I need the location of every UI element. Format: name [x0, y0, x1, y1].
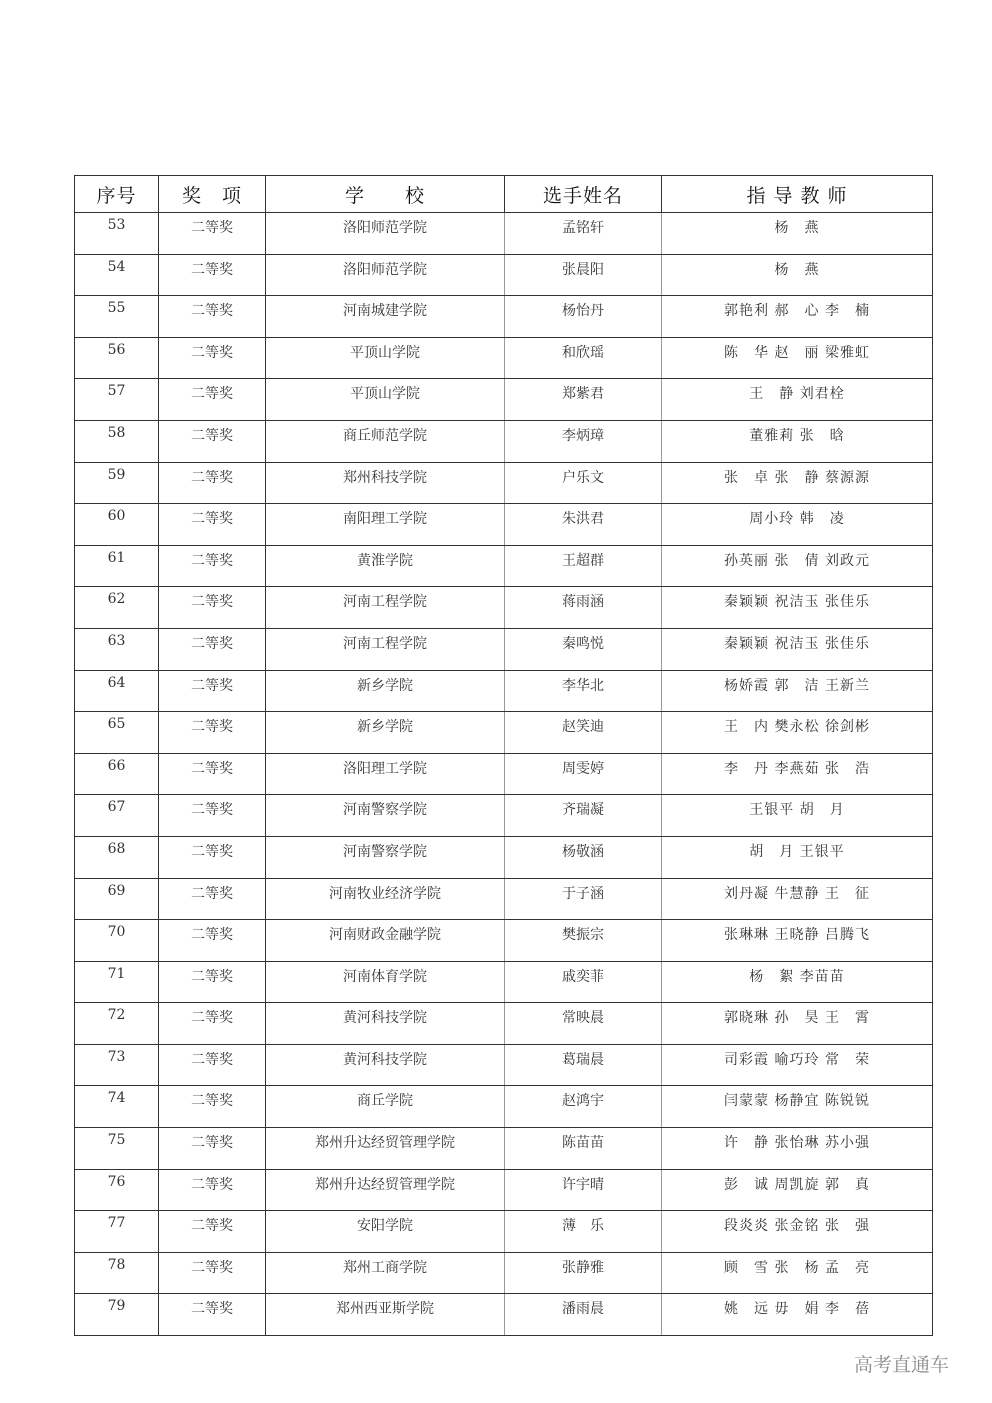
- cell-award: 二等奖: [159, 504, 266, 546]
- cell-school: 洛阳理工学院: [266, 753, 505, 795]
- cell-serial-number: 67: [75, 795, 159, 837]
- cell-award: 二等奖: [159, 961, 266, 1003]
- cell-school: 河南警察学院: [266, 836, 505, 878]
- table-header-row: [75, 176, 933, 213]
- cell-instructors: 陈 华 赵 丽 梁雅虹: [662, 337, 933, 379]
- cell-serial-number: 59: [75, 462, 159, 504]
- cell-award: 二等奖: [159, 1003, 266, 1045]
- cell-player-name: 孟铭轩: [505, 213, 662, 255]
- cell-instructors: 闫蒙蒙 杨静宜 陈锐锐: [662, 1086, 933, 1128]
- cell-player-name: 葛瑞晨: [505, 1044, 662, 1086]
- table-row: [75, 1211, 933, 1253]
- cell-award: 二等奖: [159, 296, 266, 338]
- table-row: [75, 587, 933, 629]
- cell-player-name: 于子涵: [505, 878, 662, 920]
- cell-school: 平顶山学院: [266, 379, 505, 421]
- cell-serial-number: 56: [75, 337, 159, 379]
- table-row: [75, 504, 933, 546]
- cell-award: 二等奖: [159, 545, 266, 587]
- table-row: [75, 670, 933, 712]
- cell-serial-number: 72: [75, 1003, 159, 1045]
- header-award: 奖 项: [159, 176, 266, 213]
- cell-instructors: 董雅莉 张 晗: [662, 420, 933, 462]
- cell-school: 河南牧业经济学院: [266, 878, 505, 920]
- cell-serial-number: 65: [75, 712, 159, 754]
- cell-school: 河南工程学院: [266, 628, 505, 670]
- cell-instructors: 杨娇霞 郭 洁 王新兰: [662, 670, 933, 712]
- cell-serial-number: 53: [75, 213, 159, 255]
- watermark-text: 高考直通车: [854, 1354, 950, 1376]
- cell-serial-number: 60: [75, 504, 159, 546]
- cell-award: 二等奖: [159, 1128, 266, 1170]
- cell-instructors: 姚 远 毋 娟 李 蓓: [662, 1294, 933, 1336]
- cell-school: 郑州升达经贸管理学院: [266, 1169, 505, 1211]
- cell-award: 二等奖: [159, 213, 266, 255]
- cell-serial-number: 79: [75, 1294, 159, 1336]
- cell-player-name: 樊振宗: [505, 920, 662, 962]
- cell-instructors: 张琳琳 王晓静 吕腾飞: [662, 920, 933, 962]
- cell-player-name: 秦鸣悦: [505, 628, 662, 670]
- cell-instructors: 李 丹 李燕茹 张 浩: [662, 753, 933, 795]
- cell-player-name: 王超群: [505, 545, 662, 587]
- cell-instructors: 杨 燕: [662, 254, 933, 296]
- cell-instructors: 彭 诚 周凯旋 郭 真: [662, 1169, 933, 1211]
- cell-school: 南阳理工学院: [266, 504, 505, 546]
- table-row: [75, 296, 933, 338]
- award-list-table: [74, 175, 933, 1336]
- header-school: 学 校: [266, 176, 505, 213]
- cell-instructors: 刘丹凝 牛慧静 王 征: [662, 878, 933, 920]
- cell-instructors: 胡 月 王银平: [662, 836, 933, 878]
- cell-school: 新乡学院: [266, 670, 505, 712]
- cell-award: 二等奖: [159, 379, 266, 421]
- cell-serial-number: 54: [75, 254, 159, 296]
- table-row: [75, 379, 933, 421]
- cell-instructors: 顾 雪 张 杨 孟 亮: [662, 1252, 933, 1294]
- cell-serial-number: 66: [75, 753, 159, 795]
- cell-player-name: 周雯婷: [505, 753, 662, 795]
- cell-player-name: 许宇晴: [505, 1169, 662, 1211]
- cell-serial-number: 77: [75, 1211, 159, 1253]
- table-row: [75, 462, 933, 504]
- table-row: [75, 1086, 933, 1128]
- cell-instructors: 段炎炎 张金铭 张 强: [662, 1211, 933, 1253]
- cell-school: 郑州工商学院: [266, 1252, 505, 1294]
- cell-instructors: 张 卓 张 静 蔡源源: [662, 462, 933, 504]
- cell-school: 新乡学院: [266, 712, 505, 754]
- cell-school: 河南警察学院: [266, 795, 505, 837]
- table-row: [75, 920, 933, 962]
- table-row: [75, 878, 933, 920]
- cell-instructors: 王 内 樊永松 徐剑彬: [662, 712, 933, 754]
- cell-school: 河南工程学院: [266, 587, 505, 629]
- cell-serial-number: 73: [75, 1044, 159, 1086]
- cell-school: 河南体育学院: [266, 961, 505, 1003]
- cell-award: 二等奖: [159, 836, 266, 878]
- cell-award: 二等奖: [159, 753, 266, 795]
- cell-instructors: 王银平 胡 月: [662, 795, 933, 837]
- cell-instructors: 郭晓琳 孙 昊 王 霄: [662, 1003, 933, 1045]
- cell-school: 洛阳师范学院: [266, 213, 505, 255]
- table-body: [75, 213, 933, 1336]
- cell-school: 商丘学院: [266, 1086, 505, 1128]
- cell-serial-number: 78: [75, 1252, 159, 1294]
- cell-player-name: 李炳璋: [505, 420, 662, 462]
- table-row: [75, 1252, 933, 1294]
- cell-player-name: 陈苗苗: [505, 1128, 662, 1170]
- cell-instructors: 秦颖颖 祝洁玉 张佳乐: [662, 587, 933, 629]
- cell-school: 洛阳师范学院: [266, 254, 505, 296]
- cell-award: 二等奖: [159, 1044, 266, 1086]
- cell-school: 黄淮学院: [266, 545, 505, 587]
- table-row: [75, 712, 933, 754]
- cell-player-name: 张静雅: [505, 1252, 662, 1294]
- cell-award: 二等奖: [159, 670, 266, 712]
- cell-serial-number: 75: [75, 1128, 159, 1170]
- cell-award: 二等奖: [159, 920, 266, 962]
- cell-player-name: 齐瑞凝: [505, 795, 662, 837]
- cell-player-name: 赵笑迪: [505, 712, 662, 754]
- cell-serial-number: 57: [75, 379, 159, 421]
- table-row: [75, 545, 933, 587]
- cell-school: 安阳学院: [266, 1211, 505, 1253]
- cell-player-name: 朱洪君: [505, 504, 662, 546]
- cell-serial-number: 64: [75, 670, 159, 712]
- cell-serial-number: 71: [75, 961, 159, 1003]
- cell-award: 二等奖: [159, 1211, 266, 1253]
- header-player-name: 选手姓名: [505, 176, 662, 213]
- cell-award: 二等奖: [159, 1294, 266, 1336]
- cell-player-name: 戚奕菲: [505, 961, 662, 1003]
- cell-award: 二等奖: [159, 587, 266, 629]
- cell-serial-number: 55: [75, 296, 159, 338]
- cell-school: 郑州西亚斯学院: [266, 1294, 505, 1336]
- cell-player-name: 薄 乐: [505, 1211, 662, 1253]
- cell-award: 二等奖: [159, 628, 266, 670]
- header-serial-number: 序号: [75, 176, 159, 213]
- cell-player-name: 蒋雨涵: [505, 587, 662, 629]
- table-row: [75, 254, 933, 296]
- table-row: [75, 337, 933, 379]
- cell-player-name: 郑紫君: [505, 379, 662, 421]
- cell-serial-number: 68: [75, 836, 159, 878]
- table-row: [75, 836, 933, 878]
- cell-award: 二等奖: [159, 254, 266, 296]
- cell-player-name: 杨怡丹: [505, 296, 662, 338]
- cell-player-name: 杨敬涵: [505, 836, 662, 878]
- cell-instructors: 杨 燕: [662, 213, 933, 255]
- table-row: [75, 1294, 933, 1336]
- cell-serial-number: 69: [75, 878, 159, 920]
- cell-award: 二等奖: [159, 337, 266, 379]
- cell-instructors: 孙英丽 张 倩 刘政元: [662, 545, 933, 587]
- cell-school: 郑州科技学院: [266, 462, 505, 504]
- table-row: [75, 420, 933, 462]
- cell-serial-number: 76: [75, 1169, 159, 1211]
- table-row: [75, 628, 933, 670]
- cell-serial-number: 74: [75, 1086, 159, 1128]
- cell-school: 平顶山学院: [266, 337, 505, 379]
- cell-award: 二等奖: [159, 878, 266, 920]
- cell-school: 黄河科技学院: [266, 1044, 505, 1086]
- cell-player-name: 和欣瑶: [505, 337, 662, 379]
- table-row: [75, 961, 933, 1003]
- cell-award: 二等奖: [159, 712, 266, 754]
- cell-player-name: 赵鸿宇: [505, 1086, 662, 1128]
- table-row: [75, 1128, 933, 1170]
- cell-player-name: 张晨阳: [505, 254, 662, 296]
- cell-award: 二等奖: [159, 1169, 266, 1211]
- cell-instructors: 杨 絮 李苗苗: [662, 961, 933, 1003]
- cell-instructors: 郭艳利 郝 心 李 楠: [662, 296, 933, 338]
- table-row: [75, 795, 933, 837]
- cell-school: 商丘师范学院: [266, 420, 505, 462]
- cell-school: 黄河科技学院: [266, 1003, 505, 1045]
- cell-school: 郑州升达经贸管理学院: [266, 1128, 505, 1170]
- cell-award: 二等奖: [159, 420, 266, 462]
- cell-serial-number: 63: [75, 628, 159, 670]
- cell-serial-number: 62: [75, 587, 159, 629]
- table-row: [75, 753, 933, 795]
- cell-award: 二等奖: [159, 1252, 266, 1294]
- cell-player-name: 李华北: [505, 670, 662, 712]
- table-row: [75, 1169, 933, 1211]
- header-instructors: 指 导 教 师: [662, 176, 933, 213]
- table-row: [75, 1044, 933, 1086]
- cell-school: 河南城建学院: [266, 296, 505, 338]
- cell-player-name: 常映晨: [505, 1003, 662, 1045]
- table-row: [75, 1003, 933, 1045]
- cell-serial-number: 61: [75, 545, 159, 587]
- cell-award: 二等奖: [159, 795, 266, 837]
- cell-serial-number: 58: [75, 420, 159, 462]
- cell-player-name: 户乐文: [505, 462, 662, 504]
- cell-instructors: 司彩霞 喻巧玲 常 荣: [662, 1044, 933, 1086]
- cell-award: 二等奖: [159, 1086, 266, 1128]
- cell-instructors: 秦颖颖 祝洁玉 张佳乐: [662, 628, 933, 670]
- cell-instructors: 王 静 刘君栓: [662, 379, 933, 421]
- cell-serial-number: 70: [75, 920, 159, 962]
- cell-instructors: 周小玲 韩 凌: [662, 504, 933, 546]
- cell-school: 河南财政金融学院: [266, 920, 505, 962]
- cell-player-name: 潘雨晨: [505, 1294, 662, 1336]
- cell-instructors: 许 静 张怡琳 苏小强: [662, 1128, 933, 1170]
- table-row: [75, 213, 933, 255]
- cell-award: 二等奖: [159, 462, 266, 504]
